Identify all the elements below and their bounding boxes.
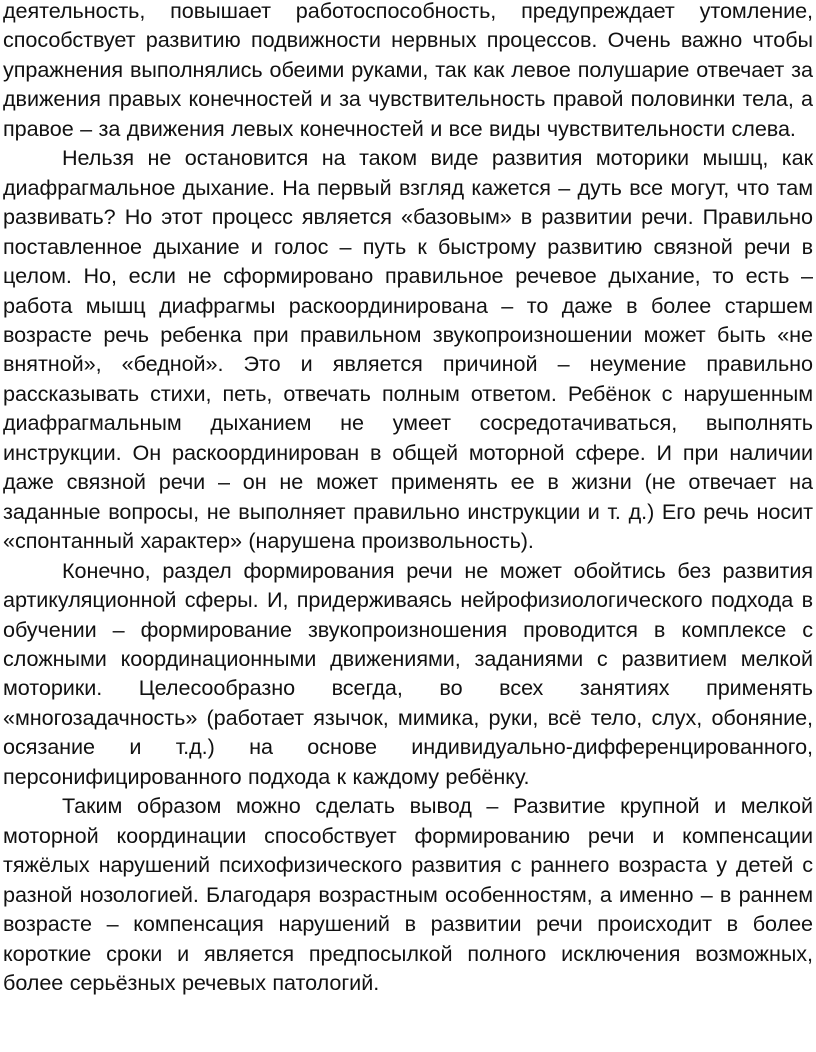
paragraph-4: Таким образом можно сделать вывод – Развитие крупной и мелкой моторной координации способствует формированию речи и компенсации тяжёлых нарушений психофизического развития с раннего возраста у детей с разной нозологией. Благодаря возрастным особенностям, а именно – в раннем возрасте – компенсация нарушений в развитии речи происходит в более короткие сроки и является предпосылкой полного исключения возможных, более серьёзных речевых патологий. bbox=[3, 793, 813, 995]
paragraph-1: деятельность, повышает работоспособность, предупреждает утомление, способствует развитию подвижности нервных процессов. Очень важно чтобы упражнения выполнялись обеими руками, так как левое полушарие отвечает за движения правых конечностей и за чувствительность правой половинки тела, а правое – за движения левых конечностей и все виды чувствительности слева. bbox=[3, 0, 813, 141]
paragraph-2: Нельзя не остановится на таком виде развития моторики мышц, как диафрагмальное дыхание. На первый взгляд кажется – дуть все могут, что там развивать? Но этот процесс является «базовым» в развитии речи. Правильно поставленное дыхание и голос – путь к быстрому развитию связной речи в целом. Но, если не сформировано правильное речевое дыхание, то есть – работа мышц диафрагмы раскоординирована – то даже в более старшем возрасте речь ребенка при правильном звукопроизношении может быть «не внятной», «бедной». Это и является причиной – неумение правильно рассказывать стихи, петь, отвечать полным ответом. Ребёнок с нарушенным диафрагмальным дыханием не умеет сосредотачиваться, выполнять инструкции. Он раскоординирован в общей моторной сфере. И при наличии даже связной речи – он не может применять ее в жизни (не отвечает на заданные вопросы, не выполняет правильно инструкции и т. д.) Его речь носит «спонтанный характер» (нарушена произвольность). bbox=[3, 145, 813, 554]
paragraph-3: Конечно, раздел формирования речи не может обойтись без развития артикуляционной сферы. И, придерживаясь нейрофизиологического подхода в обучении – формирование звукопроизношения проводится в комплексе с сложными координационными движениями, заданиями с развитием мелкой моторики. Целесообразно всегда, во всех занятиях применять «многозадачность» (работает язычок, мимика, руки, всё тело, слух, обоняние, осязание и т.д.) на основе индивидуально-дифференцированного, персонифицированного подхода к каждому ребёнку. bbox=[3, 557, 813, 789]
